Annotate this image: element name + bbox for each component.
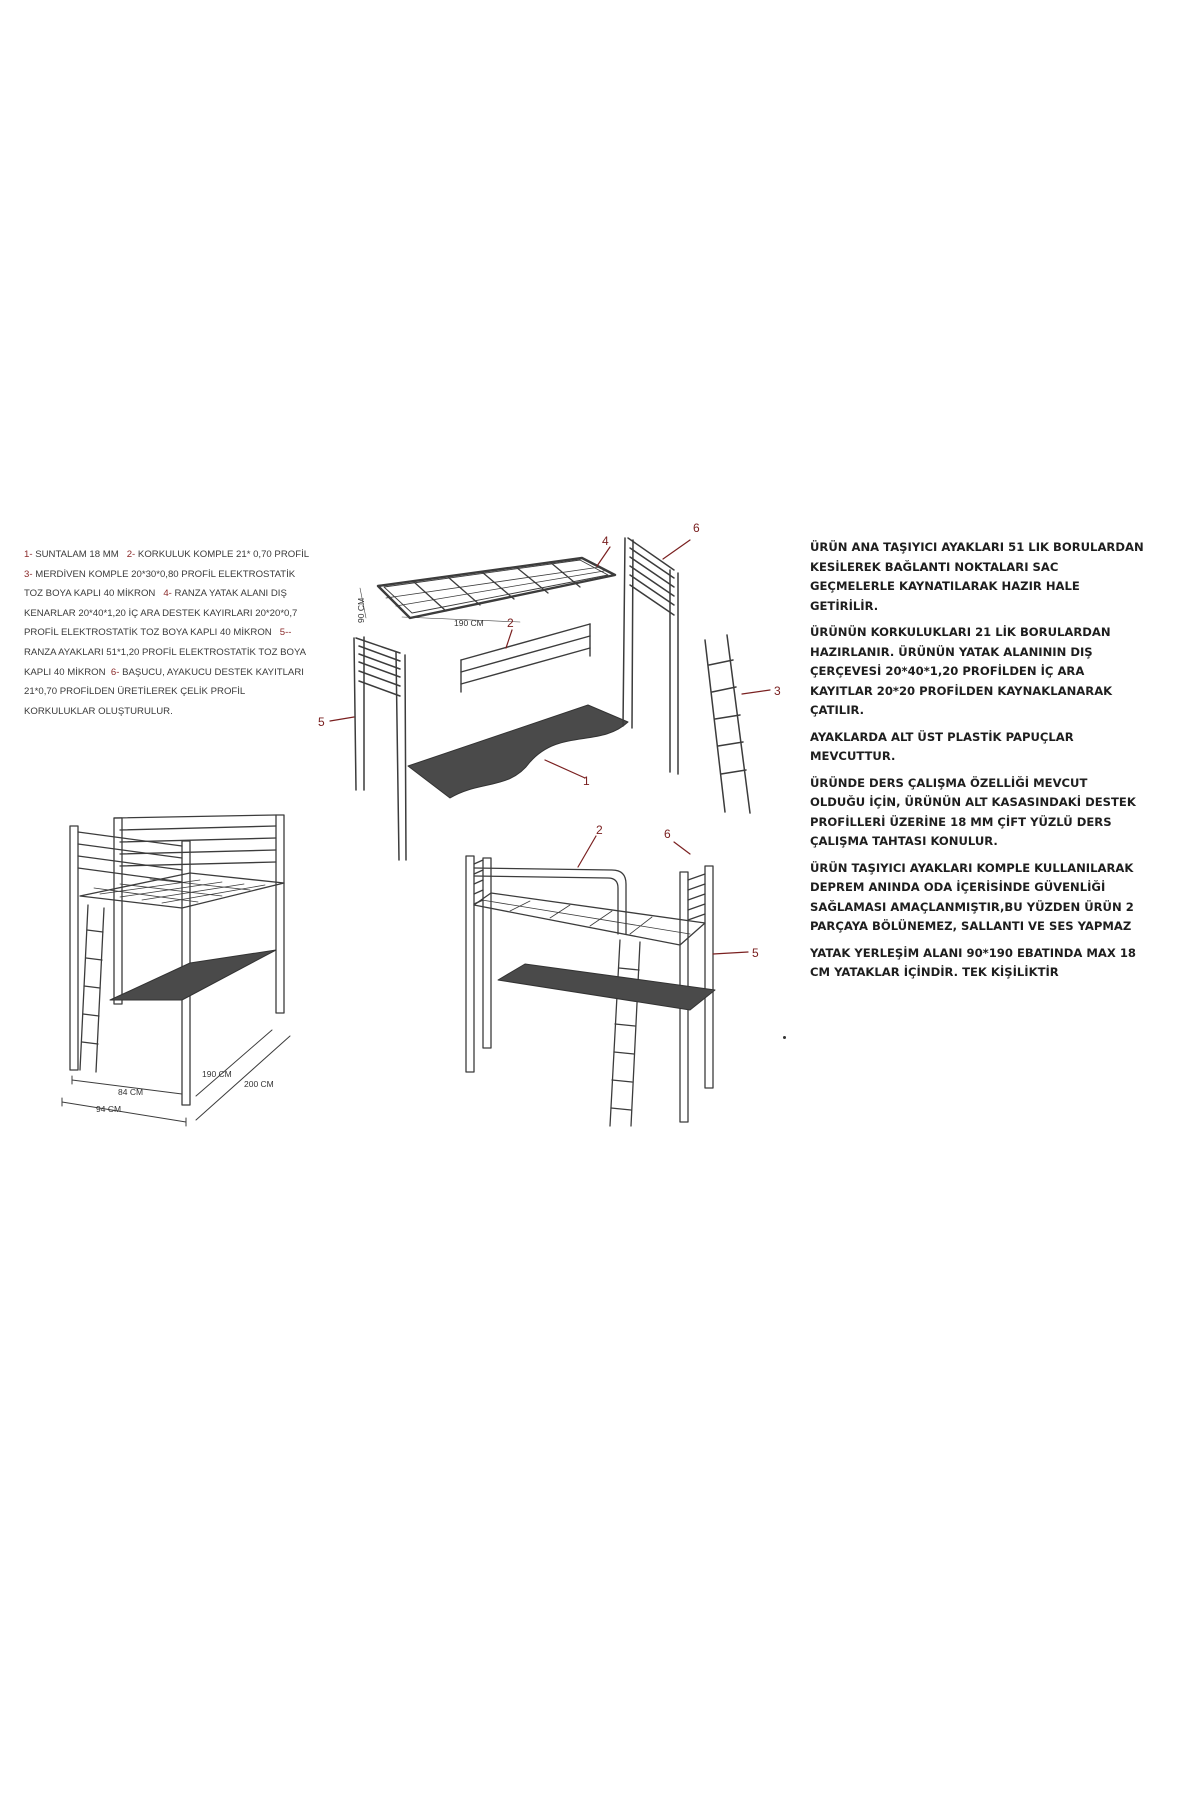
part-label-4: 4 [602,534,609,548]
spec-rails: ÜRÜNÜN KORKULUKLARI 21 LİK BORULARDAN HAZIRLANIR. ÜRÜNÜN YATAK ALANININ DIŞ ÇERÇEVESİ 20*40*1,20 PROFİLDEN İÇ ARA KAYITLAR 20*20 PROFİLDEN KAYNAKLANARAK ÇATILIR. [810,625,1113,717]
leader-1 [545,760,585,778]
legend-num-4: 4- [163,588,172,600]
legend-num-1: 1- [24,549,33,560]
spec-safety: ÜRÜN TAŞIYICI AYAKLARI KOMPLE KULLANILARAK DEPREM ANINDA ODA İÇERİSİNDE GÜVENLİĞİ SAĞLAMASI AMAÇLANMIŞTIR,BU YÜZDEN ÜRÜN 2 PARÇAYA BÖLÜNEMEZ, SALLANTI VE SES YAPMAZ [810,860,1134,933]
legend-num-2: 2- [126,549,136,560]
dim-top-depth: 90 CM [356,597,366,623]
part-label-3: 3 [774,684,781,698]
guard-rail-part [461,624,590,692]
legend-text-4: RANZA YATAK ALANI DIŞ KENARLAR 20*40*1,20 İÇ ARA DESTEK KAYIRLARI 20*20*0,7 PROFİL ELEKTROSTATİK TOZ BOYA KAPLI 40 MİKRON [24,588,298,639]
legend-num-5: 5-- [279,627,292,639]
desk-panel-left [110,950,276,1000]
spec-mattress: YATAK YERLEŞİM ALANI 90*190 EBATINDA MAX 18 CM YATAKLAR İÇİNDİR. TEK KİŞİLİKTİR [810,945,1136,979]
part-label-5: 5 [318,715,325,729]
legend-text-3: MERDİVEN KOMPLE 20*30*0,80 PROFİL ELEKTROSTATİK TOZ BOYA KAPLI 40 MİKRON [24,568,296,600]
leader-b2 [578,836,596,867]
dim-inner-length: 190 CM [202,1069,232,1079]
legend-num-6: 6- [110,666,120,678]
dim-inner-width: 84 CM [118,1087,144,1097]
legend-num-3: 3- [24,568,33,580]
right-end-frame-part [623,538,678,774]
ladder-part [705,635,750,813]
legend-text-5: RANZA AYAKLARI 51*1,20 PROFİL ELEKTROSTATİK TOZ BOYA KAPLI 40 MİKRON [24,646,306,678]
spec-desk: ÜRÜNDE DERS ÇALIŞMA ÖZELLİĞİ MEVCUT OLDUĞU İÇİN, ÜRÜNÜN ALT KASASINDAKİ DESTEK PROFİLLERİ ÜZERİNE 18 MM ÇİFT YÜZLÜ DERS ÇALIŞMA TAHTASI KONULUR. [810,775,1136,848]
legend-text-6: BAŞUCU, AYAKUCU DESTEK KAYITLARI 21*0,70 PROFİLDEN ÜRETİLEREK ÇELİK PROFİL KORKULUKLAR OLUŞTURULUR. [24,666,304,717]
part-label-2: 2 [507,616,514,630]
bed-label-2: 2 [596,823,603,837]
leader-3 [742,690,770,694]
dim-outer-width: 94 CM [96,1104,122,1114]
desk-panel-part [408,705,628,798]
bed-label-6: 6 [664,827,671,841]
dim-top-width: 190 CM [454,618,484,628]
leader-6 [663,540,690,559]
dim-outer-length: 200 CM [244,1079,274,1089]
part-label-1: 1 [583,774,590,788]
bed-frame-grid-part [360,558,615,622]
leader-b5 [713,952,748,954]
left-end-frame-part [354,637,406,860]
bed-label-5: 5 [752,946,759,960]
desk-panel-right [498,964,715,1010]
leader-4 [597,547,610,566]
part-label-6: 6 [693,521,700,535]
legend-text-2: KORKULUK KOMPLE 21* 0,70 PROFİL [137,549,309,560]
spec-caps: AYAKLARDA ALT ÜST PLASTİK PAPUÇLAR MEVCUTTUR. [810,729,1074,763]
leader-5 [330,717,354,721]
leader-b6 [674,842,690,854]
legend-text-1: SUNTALAM 18 MM [35,549,119,560]
spec-legs: ÜRÜN ANA TAŞIYICI AYAKLARI 51 LIK BORULARDAN KESİLEREK BAĞLANTI NOKTALARI SAC GEÇMELERLE KAYNATILARAK HAZIR HALE GETİRİLİR. [810,540,1144,613]
